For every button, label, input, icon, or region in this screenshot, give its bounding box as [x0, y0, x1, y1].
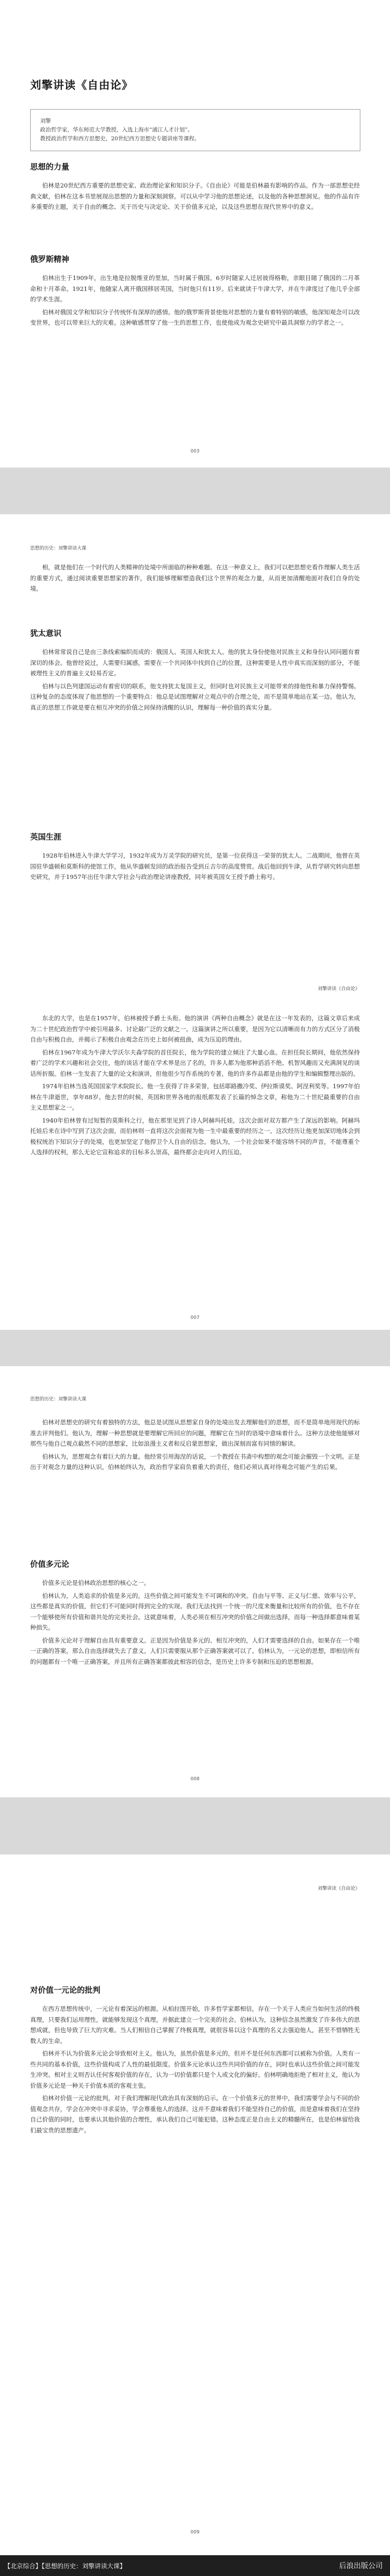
running-header: 思想的历史：刘擎讲读大课 — [30, 1397, 87, 1402]
page-5 — [0, 1854, 390, 2555]
intro-line: 政治哲学家，华东师范大学教授，入选上海市“浦江人才计划”。 — [40, 127, 193, 133]
section-heading: 英国生涯 — [30, 832, 62, 842]
section-heading: 俄罗斯精神 — [30, 255, 70, 264]
section-jewish — [30, 628, 360, 715]
paragraph: 伯林对俄国文学和知识分子传统怀有深厚的感情。他的俄罗斯背景使他对思想的力量有着特别的敏感，他深知观念可以改变世界，也可以带来巨大的灾难。这种敏感贯穿了他一生的思想工作，也使他成为观念史研究中最具洞察力的学者之一。 — [30, 308, 360, 326]
page-body — [30, 562, 360, 596]
running-header: 刘擎讲读《自由论》 — [317, 1886, 360, 1891]
publisher-logo: 后浪出版公司 — [339, 2562, 383, 2570]
paragraph: 在西方思想传统中，一元论有着深远的根源。从柏拉图开始，许多哲学家都相信，存在一个关于人类应当如何生活的终极真理，只要我们运用理性，就能够发现这个真理，并据此建立一个完美的社会。伯林认为，这种信念虽然激发了许多伟大的思想成就，但也导致了巨大的灾难。当人们相信自己掌握了终极真理，就很容易以这个真理的名义去强迫他人，甚至不惜牺牲无数人的生命。 — [30, 2005, 360, 2045]
section-heading: 思想的力量 — [30, 162, 70, 171]
section-1 — [30, 161, 360, 215]
intro-label: 刘擎 — [40, 118, 51, 124]
page-body — [30, 1013, 360, 1160]
page-separator — [0, 468, 390, 514]
paragraph: 1974年伯林当选英国国家学术院院长。他一生获得了许多荣誉，包括耶路撒冷奖、伊拉斯谟奖、阿涅利奖等。1997年伯林在牛津逝世，享年88岁。他去世的时候，英国和世界各地的报纸都发表了长篇的悼念文章，称他为二十世纪最重要的自由主义思想家之一。 — [30, 1083, 360, 1111]
page-separator — [0, 1330, 390, 1366]
page-number: 007 — [190, 1315, 200, 1320]
paragraph: 伯林在1967年成为牛津大学沃尔夫森学院的首任院长，他为学院的建立倾注了大量心血。在担任院长期间，他依然保持着广泛的学术兴趣和社会交往，他的谈话才能在学术界是出了名的，许多人都为他那种滔滔不绝、机智风趣而又充满洞见的谈话所折服。伯林一生发表了大量的论文和演讲，但他很少写作系统的专著，他的许多作品都是由他的学生和编辑整理出版的。 — [30, 1048, 360, 1077]
paragraph: 1928年伯林进入牛津大学学习，1932年成为万灵学院的研究员，是第一位获得这一荣誉的犹太人。二战期间，他曾在英国驻华盛顿和莫斯科的使馆工作，他从华盛顿发回的政治报告受到丘吉尔的高度赞赏。战后他回到牛津，从哲学研究转向思想史研究，并于1957年出任牛津大学社会与政治理论讲座教授，同年被英国女王授予爵士称号。 — [30, 852, 360, 880]
footer-source: 【北京综合】【思想的历史：刘擎讲读大课】 — [4, 2562, 126, 2570]
paragraph: 伯林常常说自己是由三条线索编织而成的：俄国人、英国人和犹太人。他的犹太身份使他对民族主义和身份认同问题有着深切的体会。他曾经说过，人需要归属感，需要在一个共同体中找到自己的位置，这种需要是人性中真实而深刻的部分，不能被理性主义的普遍主义轻易否定。 — [30, 648, 360, 677]
section-monism — [30, 1984, 360, 2138]
paragraph: 1940年伯林曾有过短暂的莫斯科之行，他在那里见到了诗人阿赫玛托娃，这次会面对双方都产生了深远的影响。阿赫玛托娃后来在诗中写到了这次会面，而伯林则一直将这次会面视为他一生中最重要的经历之一。这次经历让他更加深切地体会到极权统治下知识分子的处境，也更加坚定了他捍卫个人自由的信念。他认为，一个社会如果不能容纳不同的声音，不能尊重个人选择的权利，那么无论它宣称追求的目标多么崇高，最终都会走向对人的压迫。 — [30, 1116, 360, 1156]
page-number: 009 — [190, 2530, 200, 2535]
paragraph: 伯林对价值一元论的批判，对于我们理解现代政治具有深刻的启示。在一个价值多元的世界中，我们需要学会与不同的价值观念共存，学会在冲突中寻求妥协，学会尊重他人的选择。这并不意味着我们不能坚持自己的价值，而是意味着我们在坚持自己价值的同时，也要承认其他价值的合理性，承认我们自己可能犯错。这种态度正是自由主义的精髓所在，也是伯林留给我们最宝贵的思想遗产。 — [30, 2094, 360, 2134]
page-2 — [0, 514, 390, 982]
section-2 — [30, 253, 360, 330]
paragraph: 伯林是20世纪西方重要的思想史家、政治理论家和知识分子。《自由论》可能是伯林最有影响的作品。作为一部思想史经典文献，伯林在这本书里展现出思想的力量和深刻洞察。可以从中学习他的思想论述，以及他的各种思想洞见。他的作品有许多重要的主题，关于自由的概念、关于历史与决定论、关于价值多元论，以及这些思想在现代世界中的意义。 — [30, 182, 360, 210]
page-4 — [0, 1366, 390, 1797]
paragraph: 伯林认为，人类追求的价值是多元的，这些价值之间可能发生不可调和的冲突。自由与平等、正义与仁慈、效率与公平，这些都是真实的价值，但它们不可能同时得到完全的实现。我们无法找到一个统一的尺度来衡量和比较所有的价值，也不存在一个能够使所有价值和谐共处的完美社会。这就意味着，人类必须在相互冲突的价值之间做出选择，而每一种选择都意味着某种损失。 — [30, 1592, 360, 1631]
running-header: 思想的历史：刘擎讲读大课 — [30, 546, 87, 551]
paragraph: 伯林与以色列建国运动有着密切的联系，他支持犹太复国主义，但同时也对民族主义可能带来的排他性和暴力保持警惕。这种复杂的态度体现了他思想的一个重要特点：他总是试图理解对立观点中的合理之处，而不是简单地站在某一边。他认为，真正的思想工作就是要在相互冲突的价值之间保持清醒的认识，理解每一种价值的真实分量。 — [30, 682, 360, 711]
paragraph: 东北的大学，也是在1957年，伯林被授予爵士头衔。他的演讲《两种自由概念》就是在这一年发表的，这篇文章后来成为二十世纪政治哲学中被引用最多、讨论最广泛的文献之一。这篇演讲之所以重要，是因为它以清晰而有力的方式区分了消极自由与积极自由，并揭示了积极自由观念在历史上如何被扭曲，成为压迫的理由。 — [30, 1015, 360, 1043]
page-number: 003 — [190, 449, 200, 454]
paragraph: 伯林认为，思想观念有着巨大的力量。他经常引用海涅的话说，一个教授在书斋中构想的观念可能会摧毁一个文明。正是出于对观念力量的这种认识，伯林始终认为，政治哲学家肩负着重大的责任，他们必须认真对待观念可能产生的后果。 — [30, 1452, 360, 1471]
running-header: 刘擎讲读《自由论》 — [317, 986, 360, 992]
intro-line: 教授政治哲学和西方思想史，20世纪西方思想史专题讲座等课程。 — [40, 136, 200, 142]
section-heading: 价值多元论 — [30, 1559, 70, 1569]
paragraph: 价值多元论是伯林政治思想的核心之一。 — [42, 1579, 150, 1586]
section-britain — [30, 831, 360, 885]
page-title: 刘擎讲读《自由论》 — [30, 78, 133, 91]
section-pluralism — [30, 1558, 360, 1669]
page-separator — [0, 1797, 390, 1854]
footer-bar — [0, 2555, 390, 2576]
paragraph: 伯林出生于1909年，出生地是拉脱维亚的里加，当时属于俄国。6岁时随家人迁居彼得格勒，亲眼目睹了俄国的二月革命和十月革命。1921年，他随家人离开俄国移居英国，当时他只有11岁。后来就读于牛津大学，并在牛津度过了他几乎全部的学术生涯。 — [30, 274, 360, 303]
section-heading: 犹太意识 — [30, 629, 62, 638]
section-heading: 对价值一元论的批判 — [30, 1985, 101, 1995]
paragraph: 伯林并不认为价值多元论会导致相对主义。他认为，虽然价值是多元的，但并不是任何东西都可以被称为价值。人类有一些共同的基本价值，这些价值构成了人性的最低限度。价值多元论承认这些共同价值的存在，同时也承认这些价值之间可能发生冲突。相对主义则否认任何客观价值的存在，认为一切价值都只是个人或文化的偏好。伯林明确地拒绝了相对主义，他认为价值多元论是一种关于价值本质的客观主张。 — [30, 2050, 360, 2089]
page-number: 008 — [190, 1777, 200, 1782]
paragraph: 伯林对思想史的研究有着独特的方法，他总是试图从思想家自身的处境出发去理解他们的思想，而不是简单地用现代的标准去评判他们。他认为，理解一种思想就是要理解它所回应的问题，理解它在当时的语境中意味着什么。这种方法使他能够对那些与他自己观点截然不同的思想家，比如浪漫主义者和反启蒙思想家，做出深刻而富有同情的解读。 — [30, 1419, 360, 1447]
paragraph: 价值多元论对于理解自由具有重要意义。正是因为价值是多元的、相互冲突的，人们才需要选择的自由。如果存在一个唯一正确的答案，那么自由选择就失去了意义，人们只需要服从那个正确答案就可以了。伯林认为，一元论的思想，即相信所有的问题都有一个唯一正确答案，并且所有正确答案都彼此相容的信念，是历史上许多专制和压迫的思想根源。 — [30, 1636, 360, 1665]
page-body — [30, 1417, 360, 1475]
page-1 — [0, 0, 390, 468]
intro-box — [30, 109, 360, 151]
paragraph: 相，就是他们在一个时代的人类精神的处境中所面临的种种难题。在这一种意义上，我们可以把思想史看作理解人类生活的重要方式，通过阅读重要思想家的著作，我们能够理解塑造我们这个世界的观念力量，从而更加清醒地面对我们自身的处境。 — [30, 564, 360, 592]
